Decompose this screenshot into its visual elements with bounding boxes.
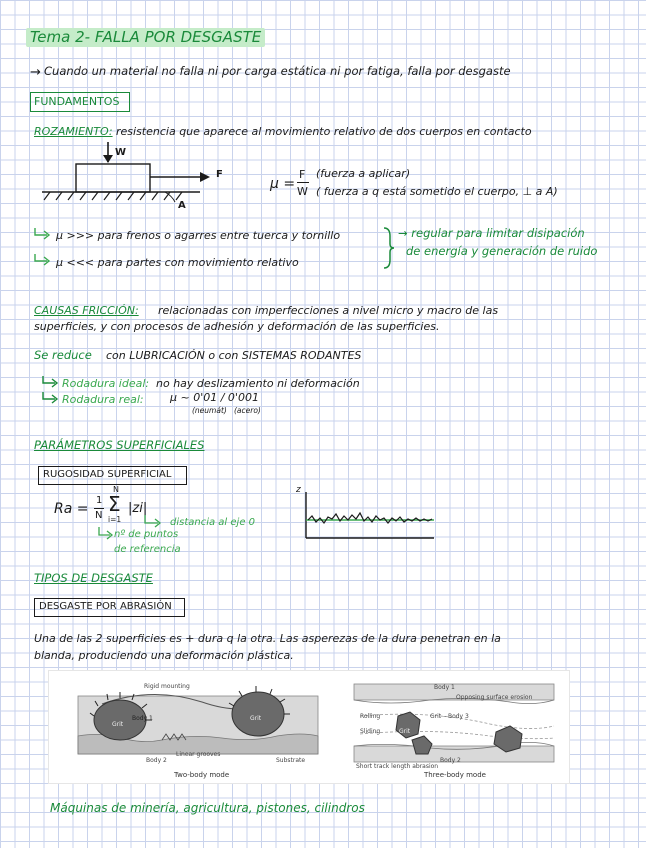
mu-low-text: μ <<< para partes con movimiento relativo [56,256,299,269]
rozamiento-label: ROZAMIENTO: [34,125,113,138]
ideal-label: Rodadura ideal: [62,377,150,390]
fig-right-grit: Grit [399,728,411,735]
causas-text-2: superficies, y con procesos de adhesión y deformación de las superficies. [34,320,440,333]
fig-left-caption: Two-body mode [174,771,230,779]
mu-w-note: ( fuerza a q está sometido el cuerpo, ⊥ a A) [316,185,558,198]
causas-text-1: relacionadas con imperfecciones a nivel micro y macro de las [158,304,499,317]
footer-text: Máquinas de minería, agricultura, pistones, cilindros [50,801,365,815]
mu-fraction-bar [297,182,309,183]
fig-left-body1: Body 1 [132,715,153,722]
fig-linear: Linear grooves [176,751,221,758]
ra-zi: |zi| [128,501,148,516]
distancia-text: distancia al eje 0 [170,517,256,528]
mu-high-text: μ >>> para frenos o agarres entre tuerca y tornillo [56,229,341,242]
mu-f-note: (fuerza a aplicar) [316,167,411,180]
mu-high-arrow [32,227,52,241]
diagram-a: A [178,200,186,211]
diagram-w: W [115,147,127,158]
intro-text: Cuando un material no falla ni por carga estática ni por fatiga, falla por desgaste [44,64,511,78]
mu-numerator: F [299,168,306,181]
real-sub-1: (neumát) [192,406,227,415]
puntos-arrow [96,526,114,542]
ra-sum-top: N [113,485,119,494]
ra-sum: Σ [108,492,121,516]
curly-brace [382,226,396,270]
ra-frac-den: N [95,510,103,521]
fig-rigid: Rigid mounting [144,683,190,690]
ra-label: Ra = [54,501,89,517]
fig-right-body1: Body 1 [434,684,455,691]
n-puntos-2: de referencia [114,544,181,555]
intro-arrow: → [30,65,41,80]
ra-frac-num: 1 [96,495,103,506]
page-title: Tema 2- FALLA POR DESGASTE [26,28,265,47]
real-label: Rodadura real: [62,393,144,406]
abrasion-text-2: blanda, produciendo una deformación plástica. [34,649,294,662]
fig-left-grit-2: Grit [250,715,262,722]
fig-right-body2: Body 2 [440,757,461,764]
real-sub-2: (acero) [234,406,261,415]
fig-left-body2: Body 2 [146,757,167,764]
z-axis-label: z [296,485,301,495]
mu-low-arrow [32,253,52,267]
ideal-arrow [40,375,60,389]
fig-rolling: Rolling [360,713,381,720]
fig-right-caption: Three-body mode [424,771,486,779]
fundamentos-heading: FUNDAMENTOS [34,95,120,108]
fig-short: Short track length abrasion [356,763,439,770]
abrasion-heading: DESGASTE POR ABRASIÓN [39,601,172,612]
reduce-label: Se reduce [34,348,92,362]
fig-sliding: Sliding [360,728,381,735]
mu-denominator: W [297,185,308,198]
rozamiento-text: resistencia que aparece al movimiento relativo de dos cuerpos en contacto [116,125,532,138]
ideal-text: no hay deslizamiento ni deformación [156,377,360,390]
reduce-text: con LUBRICACIÓN o con SISTEMAS RODANTES [106,349,362,362]
causas-label: CAUSAS FRICCIÓN: [34,304,139,317]
fig-opposing: Opposing surface erosion [456,694,533,701]
ra-sum-bottom: i=1 [108,515,122,524]
real-formula: μ ~ 0'01 / 0'001 [170,391,259,404]
real-arrow [40,391,60,405]
rugosidad-heading: RUGOSIDAD SUPERFICIAL [43,469,172,480]
brace-note-1: → regular para limitar disipación [398,226,585,240]
ra-frac-bar [94,508,104,509]
parametros-heading: PARÁMETROS SUPERFICIALES [34,438,205,452]
fig-left-grit-1: Grit [112,721,124,728]
diagram-f: F [216,169,223,180]
roughness-plot [298,490,438,544]
abrasion-text-1: Una de las 2 superficies es + dura q la otra. Las asperezas de la dura penetran en la [34,632,501,645]
friction-diagram [40,140,240,210]
fig-substrate: Substrate [276,757,306,764]
mu-symbol: μ = [270,176,296,192]
brace-note-2: de energía y generación de ruido [406,244,598,258]
tipos-heading: TIPOS DE DESGASTE [34,571,153,585]
fig-grit-body3: Grit – Body 3 [430,713,469,720]
distancia-arrow [142,514,164,530]
n-puntos-1: nº de puntos [114,529,179,540]
